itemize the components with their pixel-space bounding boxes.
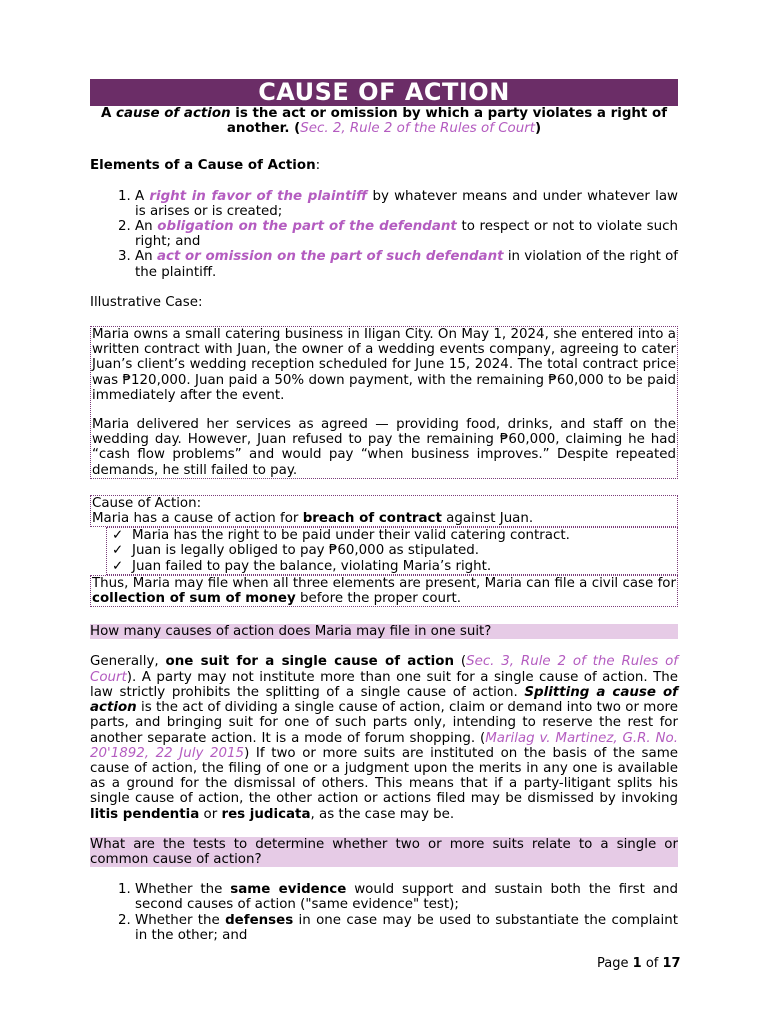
conclusion: Thus, Maria may file when all three elements are present, Maria can file a civil case for collection of sum of money before the proper court. xyxy=(92,575,676,607)
illustrative-case-box xyxy=(90,326,678,479)
illustrative-label: Illustrative Case: xyxy=(90,294,203,310)
definition: A cause of action is the act or omission by which a party violates a right of another. (Sec. 2, Rule 2 of the Rules of Court) xyxy=(100,106,668,137)
case-paragraph: Maria owns a small catering business in Iligan City. On May 1, 2024, she entered into a written contract with Juan, the owner of a wedding events company, agreeing to cater Juan’s client’s wedding reception scheduled for June 15, 2024. The total contract price was ₱120,000. Juan paid a 50% down payment, with the remaining ₱60,000 to be paid immediately after the event. xyxy=(92,327,676,403)
check-item: ✓ Juan failed to pay the balance, violating Maria’s right. xyxy=(112,558,492,574)
list-item: 2. An obligation on the part of the defendant to respect or not to violate such right; and xyxy=(135,219,678,249)
page-number: Page 1 of 17 xyxy=(597,956,681,971)
cause-of-action-box xyxy=(90,495,678,527)
question-heading: How many causes of action does Maria may file in one suit? xyxy=(90,624,678,639)
checkmark-icon: ✓ xyxy=(112,558,124,574)
definition-term: cause of action xyxy=(116,106,231,121)
checklist-box xyxy=(106,527,678,575)
tests-list xyxy=(90,882,678,943)
page-title: CAUSE OF ACTION xyxy=(90,79,678,106)
checkmark-icon: ✓ xyxy=(112,528,124,544)
case-paragraph: Maria delivered her services as agreed — providing food, drinks, and staff on the wedding day. However, Juan refused to pay the remaining ₱60,000, claiming he had “cash flow problems” and would pay “when business improves.” Despite repeated demands, he still failed to pay. xyxy=(92,417,676,478)
list-item: 1. Whether the same evidence would support and sustain both the first and second causes of action ("same evidence" test); xyxy=(135,882,678,912)
cause-label: Cause of Action: xyxy=(92,495,202,511)
checkmark-icon: ✓ xyxy=(112,543,124,559)
list-item: 2. Whether the defenses in one case may be used to substantiate the complaint in the other; and xyxy=(135,913,678,943)
checklist xyxy=(108,528,676,574)
list-item: 3. An act or omission on the part of such defendant in violation of the right of the plaintiff. xyxy=(135,249,678,279)
cause-statement: Maria has a cause of action for breach of contract against Juan. xyxy=(92,511,534,527)
conclusion-box xyxy=(90,575,678,607)
document-page xyxy=(90,79,678,943)
answer-paragraph: Generally, one suit for a single cause of action (Sec. 3, Rule 2 of the Rules of Court). A party may not institute more than one suit for a single cause of action. The law strictly prohibits the splitting of a single cause of action. Splitting a cause of action is the act of dividing a single cause of action, claim or demand into two or more parts, and bringing suit for one of such parts only, intending to reserve the rest for another separate action. It is a mode of forum shopping. (Marilag v. Martinez, G.R. No. 20'1892, 22 July 2015) If two or more suits are instituted on the basis of the same cause of action, the filing of one or a judgment upon the merits in any one is available as a ground for the dismissal of others. This means that if a party-litigant splits his single cause of action, the other action or actions filed may be dismissed by invoking litis pendentia or res judicata, as the case may be. xyxy=(90,654,679,822)
list-item: 1. A right in favor of the plaintiff by whatever means and under whatever law is arises or is created; xyxy=(135,189,678,219)
elements-heading: Elements of a Cause of Action: xyxy=(90,158,321,174)
definition-citation: Sec. 2, Rule 2 of the Rules of Court xyxy=(300,121,535,137)
check-item: ✓ Juan is legally obliged to pay ₱60,000 as stipulated. xyxy=(112,543,480,559)
question-heading: What are the tests to determine whether two or more suits relate to a single or common cause of action? xyxy=(90,836,678,867)
elements-list xyxy=(90,189,678,280)
check-item: ✓ Maria has the right to be paid under their valid catering contract. xyxy=(112,528,570,544)
